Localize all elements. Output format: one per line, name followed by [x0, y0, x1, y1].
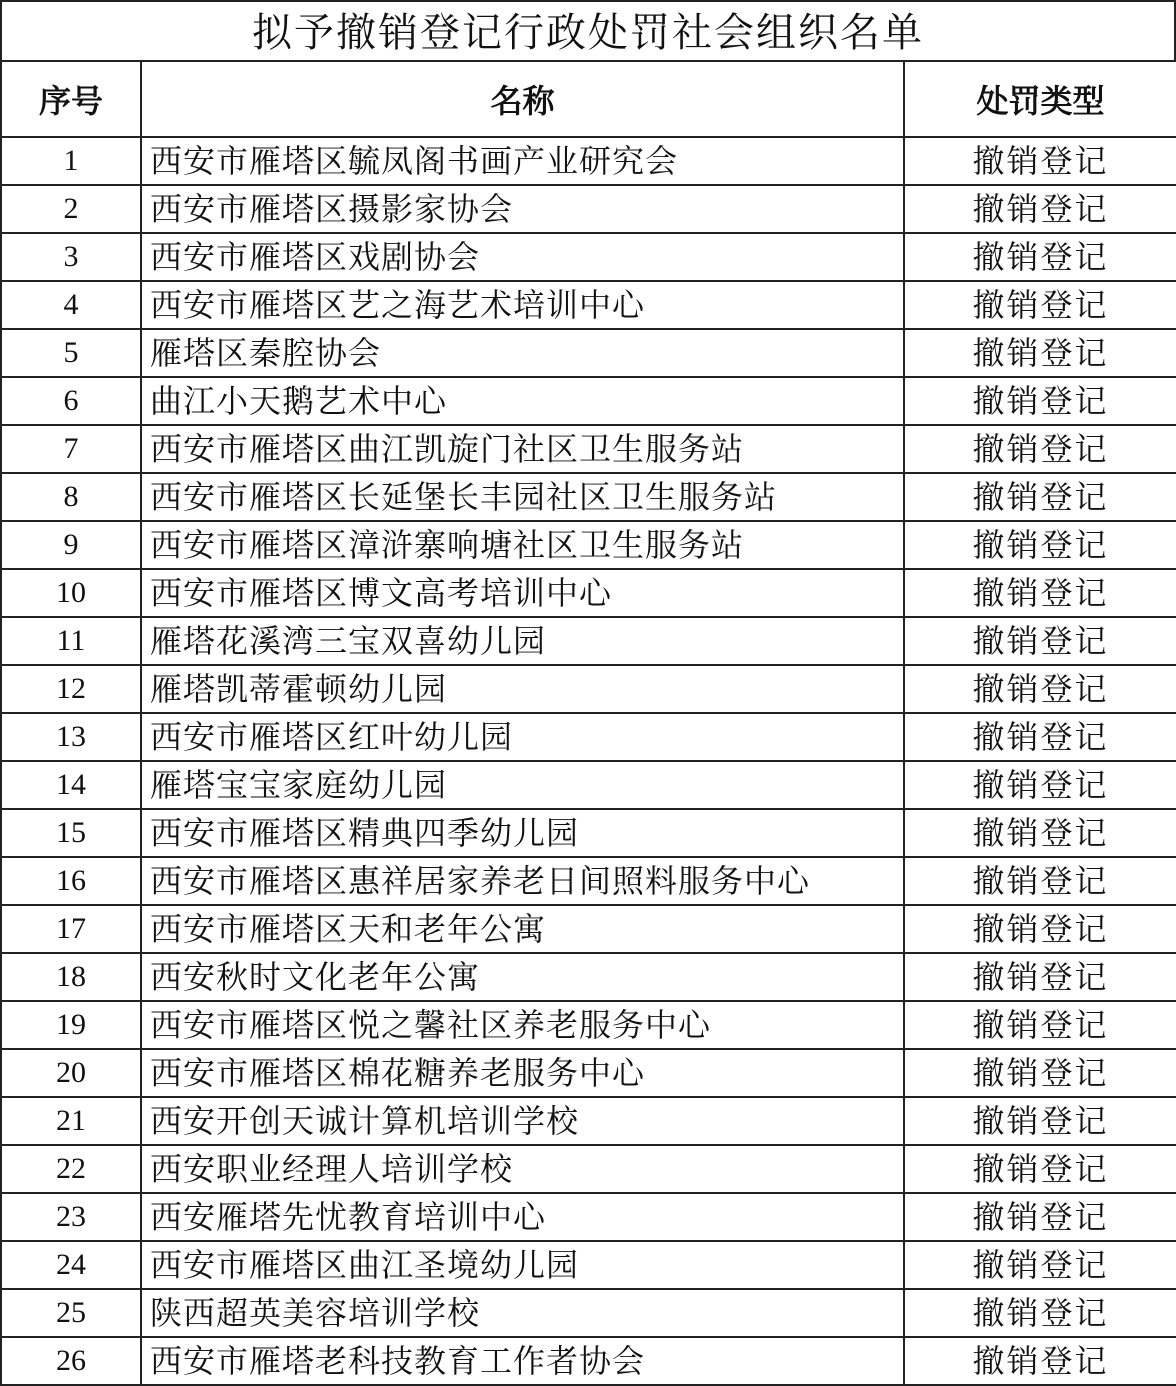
penalty-type-cell: 撤销登记	[904, 137, 1176, 185]
table-row	[1, 857, 1176, 905]
table-row	[1, 713, 1176, 761]
serial-number-cell: 21	[1, 1097, 141, 1145]
serial-number-cell: 3	[1, 233, 141, 281]
table-row	[1, 1337, 1176, 1385]
table-row	[1, 617, 1176, 665]
serial-number-cell: 19	[1, 1001, 141, 1049]
header-organization-name: 名称	[141, 61, 904, 137]
penalty-type-cell: 撤销登记	[904, 761, 1176, 809]
organization-name-cell: 雁塔区秦腔协会	[141, 329, 904, 377]
penalty-type-cell: 撤销登记	[904, 713, 1176, 761]
table-row	[1, 281, 1176, 329]
penalty-type-cell: 撤销登记	[904, 1193, 1176, 1241]
organization-name-cell: 雁塔宝宝家庭幼儿园	[141, 761, 904, 809]
table-row	[1, 185, 1176, 233]
organization-name-cell: 西安市雁塔区天和老年公寓	[141, 905, 904, 953]
organization-name-cell: 西安职业经理人培训学校	[141, 1145, 904, 1193]
penalty-type-cell: 撤销登记	[904, 1145, 1176, 1193]
penalty-type-cell: 撤销登记	[904, 1241, 1176, 1289]
organization-name-cell: 西安开创天诚计算机培训学校	[141, 1097, 904, 1145]
header-row	[1, 61, 1176, 137]
penalty-type-cell: 撤销登记	[904, 425, 1176, 473]
table-row	[1, 1097, 1176, 1145]
table-row	[1, 1049, 1176, 1097]
table-header	[1, 61, 1176, 137]
serial-number-cell: 5	[1, 329, 141, 377]
table-row	[1, 905, 1176, 953]
organization-name-cell: 西安市雁塔区艺之海艺术培训中心	[141, 281, 904, 329]
organization-name-cell: 西安市雁塔区漳浒寨响塘社区卫生服务站	[141, 521, 904, 569]
penalty-type-cell: 撤销登记	[904, 1337, 1176, 1385]
organization-name-cell: 西安秋时文化老年公寓	[141, 953, 904, 1001]
table-row	[1, 1001, 1176, 1049]
serial-number-cell: 12	[1, 665, 141, 713]
organization-name-cell: 雁塔凯蒂霍顿幼儿园	[141, 665, 904, 713]
table-row	[1, 473, 1176, 521]
table-row	[1, 1193, 1176, 1241]
penalty-type-cell: 撤销登记	[904, 281, 1176, 329]
serial-number-cell: 23	[1, 1193, 141, 1241]
document-title: 拟予撤销登记行政处罚社会组织名单	[0, 0, 1176, 60]
penalty-type-cell: 撤销登记	[904, 857, 1176, 905]
penalty-type-cell: 撤销登记	[904, 377, 1176, 425]
penalty-type-cell: 撤销登记	[904, 617, 1176, 665]
table-row	[1, 377, 1176, 425]
table-row	[1, 521, 1176, 569]
organization-name-cell: 西安市雁塔区博文高考培训中心	[141, 569, 904, 617]
penalty-type-cell: 撤销登记	[904, 953, 1176, 1001]
penalty-type-cell: 撤销登记	[904, 329, 1176, 377]
penalty-type-cell: 撤销登记	[904, 809, 1176, 857]
table-body	[1, 137, 1176, 1385]
organization-name-cell: 西安市雁塔区曲江凯旋门社区卫生服务站	[141, 425, 904, 473]
organization-name-cell: 西安市雁塔区棉花糖养老服务中心	[141, 1049, 904, 1097]
organization-name-cell: 西安市雁塔区精典四季幼儿园	[141, 809, 904, 857]
organization-name-cell: 西安市雁塔区毓凤阁书画产业研究会	[141, 137, 904, 185]
serial-number-cell: 7	[1, 425, 141, 473]
penalty-type-cell: 撤销登记	[904, 1289, 1176, 1337]
organization-name-cell: 西安市雁塔区曲江圣境幼儿园	[141, 1241, 904, 1289]
penalty-type-cell: 撤销登记	[904, 1001, 1176, 1049]
table-row	[1, 425, 1176, 473]
organization-name-cell: 西安市雁塔老科技教育工作者协会	[141, 1337, 904, 1385]
serial-number-cell: 10	[1, 569, 141, 617]
table-row	[1, 953, 1176, 1001]
serial-number-cell: 22	[1, 1145, 141, 1193]
table-row	[1, 1241, 1176, 1289]
table-row	[1, 1145, 1176, 1193]
organization-name-cell: 西安市雁塔区红叶幼儿园	[141, 713, 904, 761]
penalty-type-cell: 撤销登记	[904, 473, 1176, 521]
penalty-type-cell: 撤销登记	[904, 569, 1176, 617]
organization-name-cell: 西安市雁塔区摄影家协会	[141, 185, 904, 233]
serial-number-cell: 24	[1, 1241, 141, 1289]
serial-number-cell: 16	[1, 857, 141, 905]
penalty-type-cell: 撤销登记	[904, 521, 1176, 569]
serial-number-cell: 13	[1, 713, 141, 761]
organization-name-cell: 陕西超英美容培训学校	[141, 1289, 904, 1337]
table-row	[1, 809, 1176, 857]
organization-name-cell: 西安市雁塔区长延堡长丰园社区卫生服务站	[141, 473, 904, 521]
table-row	[1, 137, 1176, 185]
header-penalty-type: 处罚类型	[904, 61, 1176, 137]
penalty-type-cell: 撤销登记	[904, 1097, 1176, 1145]
organization-name-cell: 雁塔花溪湾三宝双喜幼儿园	[141, 617, 904, 665]
penalty-type-cell: 撤销登记	[904, 1049, 1176, 1097]
table-row	[1, 665, 1176, 713]
penalty-table	[0, 60, 1176, 1386]
organization-name-cell: 西安市雁塔区戏剧协会	[141, 233, 904, 281]
table-row	[1, 761, 1176, 809]
table-row	[1, 233, 1176, 281]
table-row	[1, 329, 1176, 377]
serial-number-cell: 4	[1, 281, 141, 329]
serial-number-cell: 6	[1, 377, 141, 425]
table-row	[1, 569, 1176, 617]
serial-number-cell: 1	[1, 137, 141, 185]
header-serial-number: 序号	[1, 61, 141, 137]
organization-name-cell: 西安市雁塔区悦之馨社区养老服务中心	[141, 1001, 904, 1049]
organization-name-cell: 西安市雁塔区惠祥居家养老日间照料服务中心	[141, 857, 904, 905]
serial-number-cell: 14	[1, 761, 141, 809]
serial-number-cell: 11	[1, 617, 141, 665]
serial-number-cell: 2	[1, 185, 141, 233]
penalty-type-cell: 撤销登记	[904, 185, 1176, 233]
serial-number-cell: 15	[1, 809, 141, 857]
serial-number-cell: 9	[1, 521, 141, 569]
serial-number-cell: 25	[1, 1289, 141, 1337]
penalty-type-cell: 撤销登记	[904, 665, 1176, 713]
organization-name-cell: 曲江小天鹅艺术中心	[141, 377, 904, 425]
serial-number-cell: 17	[1, 905, 141, 953]
serial-number-cell: 20	[1, 1049, 141, 1097]
penalty-type-cell: 撤销登记	[904, 905, 1176, 953]
serial-number-cell: 18	[1, 953, 141, 1001]
table-row	[1, 1289, 1176, 1337]
organization-name-cell: 西安雁塔先忧教育培训中心	[141, 1193, 904, 1241]
serial-number-cell: 8	[1, 473, 141, 521]
serial-number-cell: 26	[1, 1337, 141, 1385]
penalty-type-cell: 撤销登记	[904, 233, 1176, 281]
